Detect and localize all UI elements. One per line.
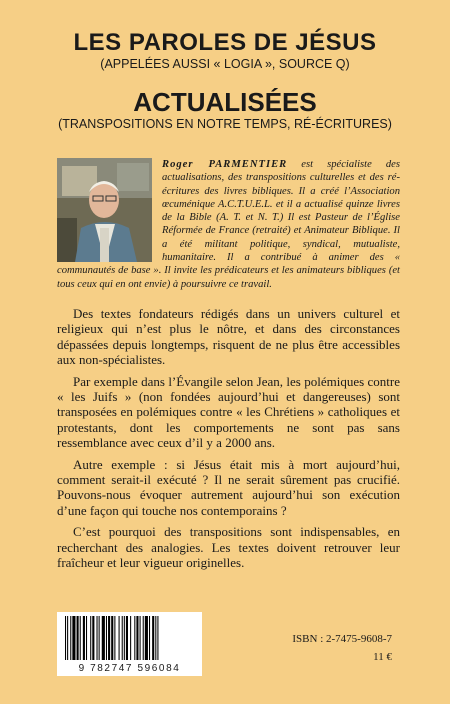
- barcode-digits: 9 782747 596084: [78, 663, 181, 674]
- book-title: LES PAROLES DE JÉSUS: [73, 29, 377, 56]
- biography-text: est spécialiste des actualisations, des transpositions culturelles et des ré-écritures des livres bibliques. Il a créé l’Association œcuménique A.C.T.U.E.L. et il a actualisé quinze livres de la Bible (A. T. et N. T.) Il est Pasteur de l’Église Réformée de France (retraité) et Animateur Biblique. Il a été militant politique, syndical, mutualiste, humanitaire. Il a contribué à animer des « communautés de base ». Il invite les prédicateurs et les animateurs bibliques (et tous ceux qui en ont envie) à poursuivre ce travail.: [57, 159, 400, 290]
- summary-paragraph: Des textes fondateurs rédigés dans un univers culturel et religieux qui n’est plus le nôtre, et dans des circonstances dépassées depuis longtemps, risquent de ne plus être accessibles aux non-spécialistes.: [57, 306, 400, 368]
- barcode: [57, 612, 202, 676]
- author-biography: [57, 158, 400, 291]
- summary-paragraph: Par exemple dans l’Évangile selon Jean, les polémiques contre « les Juifs » (non fondées aujourd’hui et dangereuses) sont transposées en polémiques contre « les Chrétiens » catholiques et protestants, dont les comportements ne sont pas sans ressemblance avec ceux d’il y a 2000 ans.: [57, 373, 400, 451]
- summary-paragraph: Autre exemple : si Jésus était mis à mort aujourd’hui, comment serait-il exécuté ? Il ne serait sûrement pas crucifié. Pouvons-nous évoquer autrement aujourd’hui son exécution d’une façon qui touche nos contemporains ?: [57, 456, 400, 518]
- photo-spacer: [57, 158, 152, 264]
- book-title-second-subtitle: (TRANSPOSITIONS EN NOTRE TEMPS, RÉ-ÉCRITURES): [58, 117, 392, 131]
- book-title-second-line: ACTUALISÉES: [133, 87, 317, 117]
- isbn: ISBN : 2-7475-9608-7: [292, 633, 392, 645]
- cover-header: [0, 30, 450, 132]
- barcode-bars: [63, 616, 196, 660]
- book-title-subtitle: (APPELÉES AUSSI « LOGIA », SOURCE Q): [100, 57, 350, 71]
- author-name: Roger PARMENTIER: [162, 159, 288, 170]
- summary-paragraph: C’est pourquoi des transpositions sont indispensables, en recherchant des analogies. Les textes doivent retrouver leur fraîcheur et leur vigueur originelles.: [57, 524, 400, 571]
- back-cover-summary: [57, 306, 400, 577]
- price: 11 €: [373, 651, 392, 663]
